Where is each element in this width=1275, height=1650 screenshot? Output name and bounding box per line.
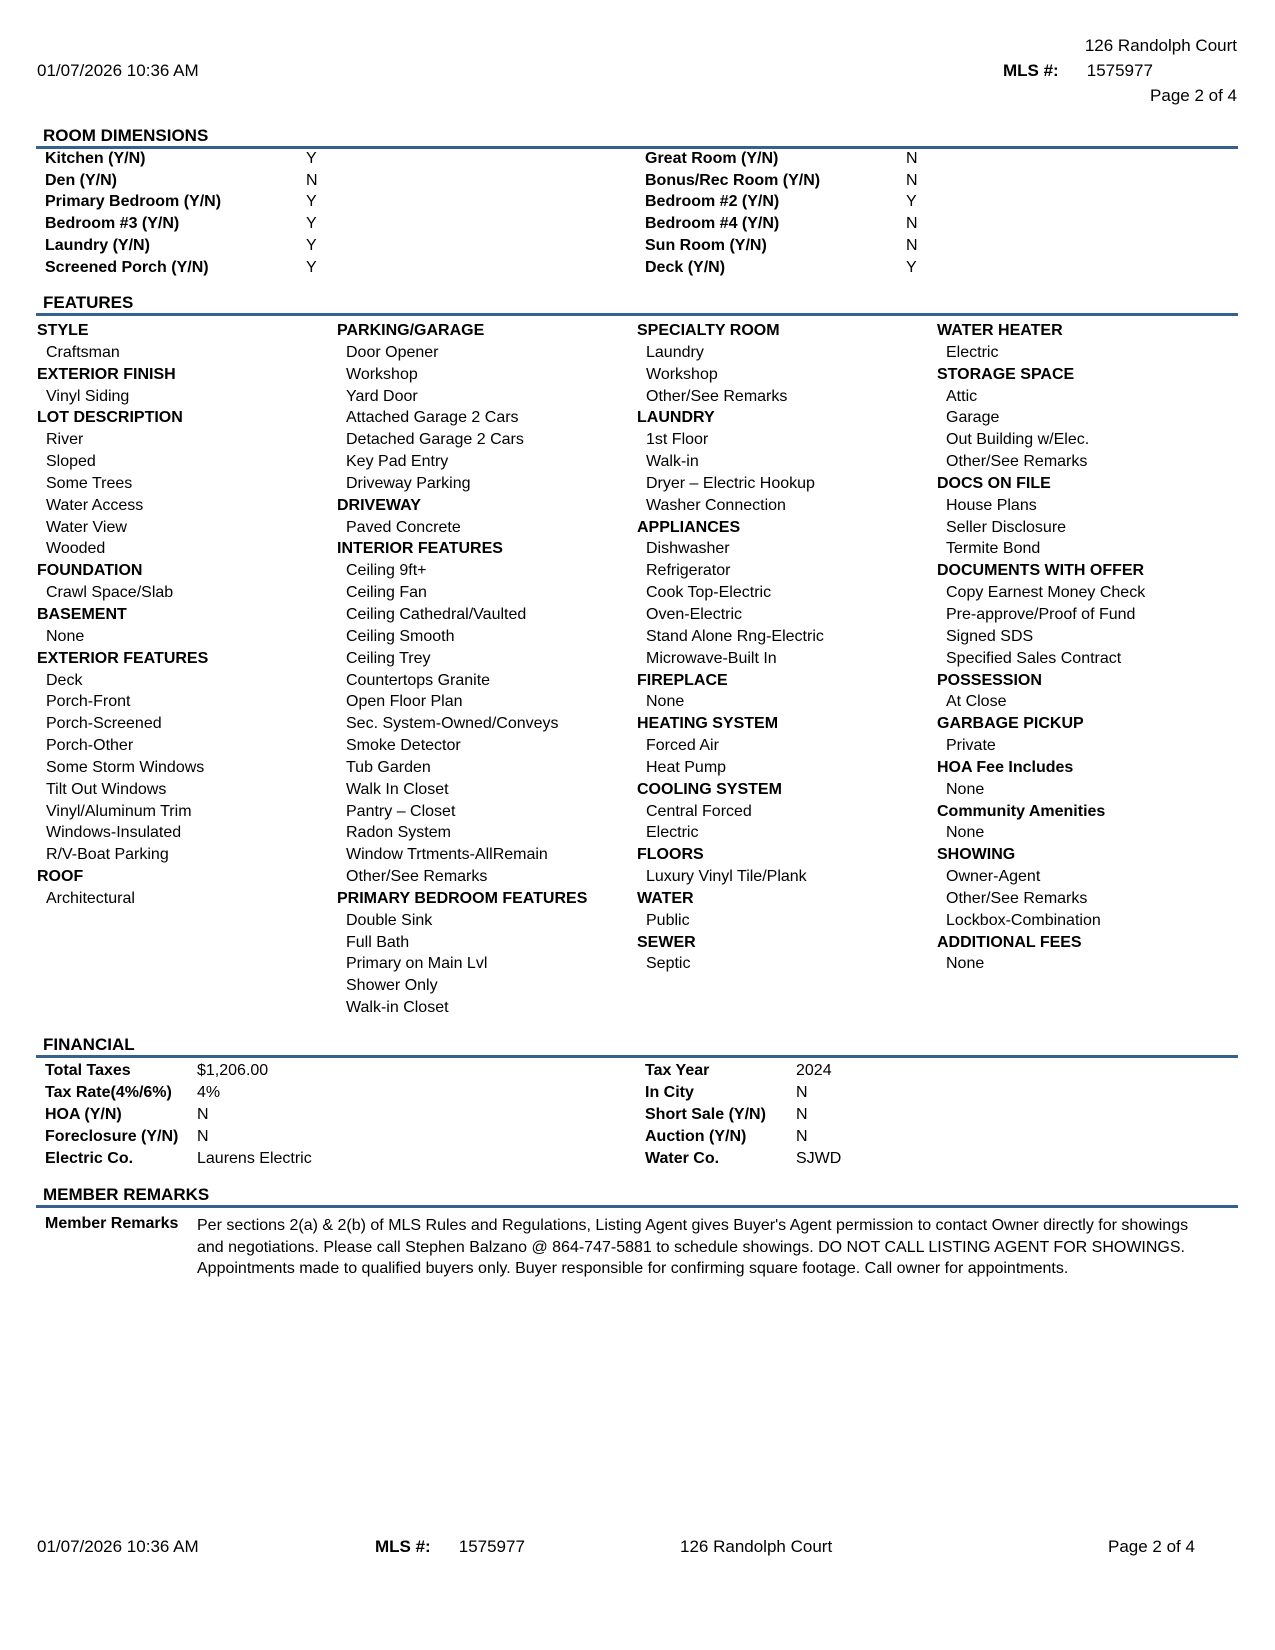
- feature-item: Radon System: [346, 824, 451, 842]
- feature-heading: SPECIALTY ROOM: [637, 322, 780, 339]
- room-value: Y: [306, 193, 317, 211]
- feature-heading: EXTERIOR FEATURES: [37, 649, 209, 667]
- feature-item: Copy Earnest Money Check: [946, 584, 1146, 602]
- feature-item: Windows-Insulated: [46, 824, 182, 842]
- room-value: Y: [306, 215, 317, 233]
- feature-item: Garage: [946, 409, 1000, 427]
- room-value: Y: [306, 258, 317, 276]
- member-remarks-text: Per sections 2(a) & 2(b) of MLS Rules and Regulations, Listing Agent gives Buyer's Agent permission to contact Owner directly for showings and negotiations. Please call Stephen Balzano @ 864-747-5881 to schedule showings. DO NOT CALL LISTING AGENT FOR SHOWINGS. Appointments made to qualified buyers only. Buyer responsible for confirming square footage. Call owner for appointments.: [197, 1217, 1189, 1277]
- room-label: Kitchen (Y/N): [45, 150, 146, 167]
- feature-heading: BASEMENT: [37, 605, 127, 623]
- feature-item: Central Forced: [646, 802, 752, 820]
- feature-item: Private: [946, 737, 996, 755]
- feature-heading: APPLIANCES: [637, 518, 741, 536]
- feature-heading: PARKING/GARAGE: [337, 322, 485, 339]
- features-column: [937, 320, 1227, 975]
- feature-item: Microwave-Built In: [646, 649, 777, 667]
- feature-item: Porch-Front: [46, 693, 131, 711]
- header-mls: [1003, 61, 1153, 81]
- feature-item: Shower Only: [346, 977, 438, 995]
- header-address: 126 Randolph Court: [1084, 36, 1237, 55]
- feature-item: Seller Disclosure: [946, 518, 1067, 536]
- financial-title: FINANCIAL: [43, 1035, 135, 1054]
- financial-label: Auction (Y/N): [645, 1127, 747, 1145]
- member-remarks-divider: [36, 1205, 1238, 1208]
- room-dimensions-divider: [36, 146, 1238, 149]
- room-label: Bedroom #4 (Y/N): [645, 215, 780, 233]
- feature-heading: ADDITIONAL FEES: [937, 933, 1082, 951]
- feature-heading: STORAGE SPACE: [937, 365, 1075, 383]
- feature-item: Electric: [946, 343, 999, 361]
- room-dimensions-title: ROOM DIMENSIONS: [43, 126, 209, 145]
- financial-label: Tax Year: [645, 1062, 710, 1079]
- feature-item: Lockbox-Combination: [946, 911, 1101, 929]
- feature-item: Forced Air: [646, 737, 719, 755]
- feature-item: River: [46, 431, 84, 449]
- feature-item: Window Trtments-AllRemain: [346, 846, 548, 864]
- financial-value: N: [796, 1127, 808, 1145]
- financial-value: SJWD: [796, 1149, 842, 1167]
- feature-heading: DOCUMENTS WITH OFFER: [937, 562, 1145, 580]
- room-label: Bedroom #2 (Y/N): [645, 193, 780, 211]
- financial-label: Water Co.: [645, 1149, 720, 1167]
- financial-value: $1,206.00: [197, 1062, 269, 1079]
- feature-heading: PRIMARY BEDROOM FEATURES: [337, 889, 588, 907]
- feature-item: Vinyl/Aluminum Trim: [46, 802, 192, 820]
- feature-item: Owner-Agent: [946, 868, 1041, 886]
- feature-item: None: [646, 693, 685, 711]
- member-remarks-title: MEMBER REMARKS: [43, 1185, 210, 1204]
- feature-item: Ceiling Trey: [346, 649, 431, 667]
- header-mls-number: 1575977: [1086, 61, 1153, 80]
- feature-item: Tub Garden: [346, 758, 431, 776]
- financial-value: 4%: [197, 1083, 221, 1101]
- feature-item: Washer Connection: [646, 496, 786, 514]
- features-column: [337, 320, 627, 1019]
- feature-item: Heat Pump: [646, 758, 727, 776]
- financial-label: Foreclosure (Y/N): [45, 1127, 179, 1145]
- feature-item: Craftsman: [46, 343, 120, 361]
- feature-item: None: [946, 955, 985, 973]
- feature-item: Oven-Electric: [646, 605, 743, 623]
- feature-item: Pre-approve/Proof of Fund: [946, 605, 1136, 623]
- feature-heading: LAUNDRY: [637, 409, 715, 427]
- feature-item: Some Trees: [46, 474, 133, 492]
- footer-mls-number: 1575977: [458, 1537, 525, 1556]
- feature-item: Luxury Vinyl Tile/Plank: [646, 868, 807, 886]
- header-datetime: 01/07/2026 10:36 AM: [37, 61, 199, 80]
- feature-item: None: [46, 627, 85, 645]
- header-mls-label: MLS #:: [1003, 61, 1059, 80]
- feature-item: Some Storm Windows: [46, 758, 205, 776]
- feature-item: Countertops Granite: [346, 671, 491, 689]
- feature-item: Termite Bond: [946, 540, 1041, 558]
- room-label: Laundry (Y/N): [45, 236, 150, 254]
- feature-item: Architectural: [46, 889, 135, 907]
- feature-item: Crawl Space/Slab: [46, 584, 174, 602]
- feature-item: 1st Floor: [646, 431, 709, 449]
- feature-item: Other/See Remarks: [346, 868, 488, 886]
- feature-item: Primary on Main Lvl: [346, 955, 488, 973]
- features-divider: [36, 313, 1238, 316]
- financial-value: N: [197, 1105, 209, 1123]
- feature-item: Septic: [646, 955, 691, 973]
- feature-item: Walk In Closet: [346, 780, 449, 798]
- room-label: Deck (Y/N): [645, 258, 726, 276]
- financial-label: Electric Co.: [45, 1149, 134, 1167]
- feature-item: Out Building w/Elec.: [946, 431, 1090, 449]
- feature-item: Laundry: [646, 343, 704, 361]
- room-label: Screened Porch (Y/N): [45, 258, 209, 276]
- feature-heading: FOUNDATION: [37, 562, 143, 580]
- financial-value: 2024: [796, 1062, 832, 1079]
- room-value: Y: [906, 258, 917, 276]
- financial-value: N: [796, 1105, 808, 1123]
- feature-item: Water View: [46, 518, 127, 536]
- financial-value: Laurens Electric: [197, 1149, 312, 1167]
- feature-item: Ceiling Fan: [346, 584, 427, 602]
- feature-item: Ceiling Cathedral/Vaulted: [346, 605, 527, 623]
- feature-item: Attached Garage 2 Cars: [346, 409, 519, 427]
- feature-item: Walk-in Closet: [346, 999, 449, 1017]
- feature-item: Attic: [946, 387, 978, 405]
- feature-heading: HOA Fee Includes: [937, 758, 1074, 776]
- financial-value: N: [796, 1083, 808, 1101]
- room-label: Great Room (Y/N): [645, 150, 779, 167]
- room-value: Y: [306, 236, 317, 254]
- feature-heading: SHOWING: [937, 846, 1016, 864]
- room-label: Den (Y/N): [45, 171, 117, 189]
- feature-item: Open Floor Plan: [346, 693, 463, 711]
- feature-item: Sloped: [46, 453, 96, 471]
- room-value: N: [906, 171, 918, 189]
- financial-label: HOA (Y/N): [45, 1105, 122, 1123]
- financial-label: Short Sale (Y/N): [645, 1105, 766, 1123]
- feature-item: Electric: [646, 824, 699, 842]
- feature-item: Other/See Remarks: [946, 453, 1088, 471]
- feature-heading: WATER: [637, 889, 694, 907]
- feature-item: Stand Alone Rng-Electric: [646, 627, 824, 645]
- feature-heading: WATER HEATER: [937, 322, 1063, 339]
- feature-item: Door Opener: [346, 343, 439, 361]
- feature-item: Signed SDS: [946, 627, 1034, 645]
- feature-item: None: [946, 780, 985, 798]
- feature-item: Water Access: [46, 496, 144, 514]
- feature-item: Dishwasher: [646, 540, 730, 558]
- feature-item: Vinyl Siding: [46, 387, 130, 405]
- features-column: [37, 320, 327, 910]
- feature-item: Sec. System-Owned/Conveys: [346, 715, 559, 733]
- feature-item: Wooded: [46, 540, 106, 558]
- footer-datetime: 01/07/2026 10:36 AM: [37, 1537, 199, 1556]
- feature-item: Porch-Screened: [46, 715, 162, 733]
- financial-label: In City: [645, 1083, 694, 1101]
- feature-item: Yard Door: [346, 387, 418, 405]
- feature-heading: COOLING SYSTEM: [637, 780, 782, 798]
- feature-heading: DOCS ON FILE: [937, 474, 1051, 492]
- feature-item: At Close: [946, 693, 1007, 711]
- feature-item: Ceiling Smooth: [346, 627, 455, 645]
- footer-mls: [375, 1537, 525, 1557]
- feature-heading: STYLE: [37, 322, 89, 339]
- feature-item: Workshop: [346, 365, 418, 383]
- feature-heading: EXTERIOR FINISH: [37, 365, 176, 383]
- feature-heading: HEATING SYSTEM: [637, 715, 779, 733]
- feature-heading: FLOORS: [637, 846, 704, 864]
- features-title: FEATURES: [43, 293, 134, 312]
- room-value: N: [906, 236, 918, 254]
- feature-item: Pantry – Closet: [346, 802, 456, 820]
- room-value: N: [906, 150, 918, 167]
- feature-item: None: [946, 824, 985, 842]
- feature-item: Other/See Remarks: [946, 889, 1088, 907]
- room-value: N: [306, 171, 318, 189]
- feature-heading: DRIVEWAY: [337, 496, 421, 514]
- feature-item: Smoke Detector: [346, 737, 461, 755]
- feature-heading: Community Amenities: [937, 802, 1106, 820]
- feature-item: Full Bath: [346, 933, 410, 951]
- feature-heading: SEWER: [637, 933, 696, 951]
- feature-item: R/V-Boat Parking: [46, 846, 169, 864]
- feature-heading: ROOF: [37, 868, 84, 886]
- feature-item: Detached Garage 2 Cars: [346, 431, 524, 449]
- feature-item: Other/See Remarks: [646, 387, 788, 405]
- header-page: Page 2 of 4: [1150, 86, 1237, 105]
- footer-page: Page 2 of 4: [1108, 1537, 1195, 1556]
- financial-divider: [36, 1055, 1238, 1058]
- feature-heading: FIREPLACE: [637, 671, 728, 689]
- feature-item: Walk-in: [646, 453, 699, 471]
- feature-heading: INTERIOR FEATURES: [337, 540, 503, 558]
- room-value: Y: [906, 193, 917, 211]
- footer-address: 126 Randolph Court: [680, 1537, 833, 1556]
- financial-value: N: [197, 1127, 209, 1145]
- room-value: Y: [306, 150, 317, 167]
- feature-item: Ceiling 9ft+: [346, 562, 427, 580]
- room-label: Sun Room (Y/N): [645, 236, 767, 254]
- room-label: Bonus/Rec Room (Y/N): [645, 171, 821, 189]
- feature-item: Tilt Out Windows: [46, 780, 167, 798]
- feature-item: Cook Top-Electric: [646, 584, 772, 602]
- feature-item: Key Pad Entry: [346, 453, 449, 471]
- features-column: [637, 320, 927, 975]
- feature-item: Porch-Other: [46, 737, 134, 755]
- financial-label: Tax Rate(4%/6%): [45, 1083, 172, 1101]
- feature-item: House Plans: [946, 496, 1037, 514]
- footer-mls-label: MLS #:: [375, 1537, 431, 1556]
- feature-item: Public: [646, 911, 690, 929]
- feature-item: Refrigerator: [646, 562, 731, 580]
- feature-heading: POSSESSION: [937, 671, 1042, 689]
- room-value: N: [906, 215, 918, 233]
- member-remarks-label: Member Remarks: [45, 1215, 179, 1232]
- feature-heading: GARBAGE PICKUP: [937, 715, 1084, 733]
- financial-label: Total Taxes: [45, 1062, 131, 1079]
- feature-heading: LOT DESCRIPTION: [37, 409, 183, 427]
- feature-item: Driveway Parking: [346, 474, 471, 492]
- feature-item: Dryer – Electric Hookup: [646, 474, 815, 492]
- feature-item: Double Sink: [346, 911, 433, 929]
- feature-item: Workshop: [646, 365, 718, 383]
- feature-item: Deck: [46, 671, 83, 689]
- room-label: Bedroom #3 (Y/N): [45, 215, 180, 233]
- feature-item: Specified Sales Contract: [946, 649, 1122, 667]
- feature-item: Paved Concrete: [346, 518, 461, 536]
- room-label: Primary Bedroom (Y/N): [45, 193, 222, 211]
